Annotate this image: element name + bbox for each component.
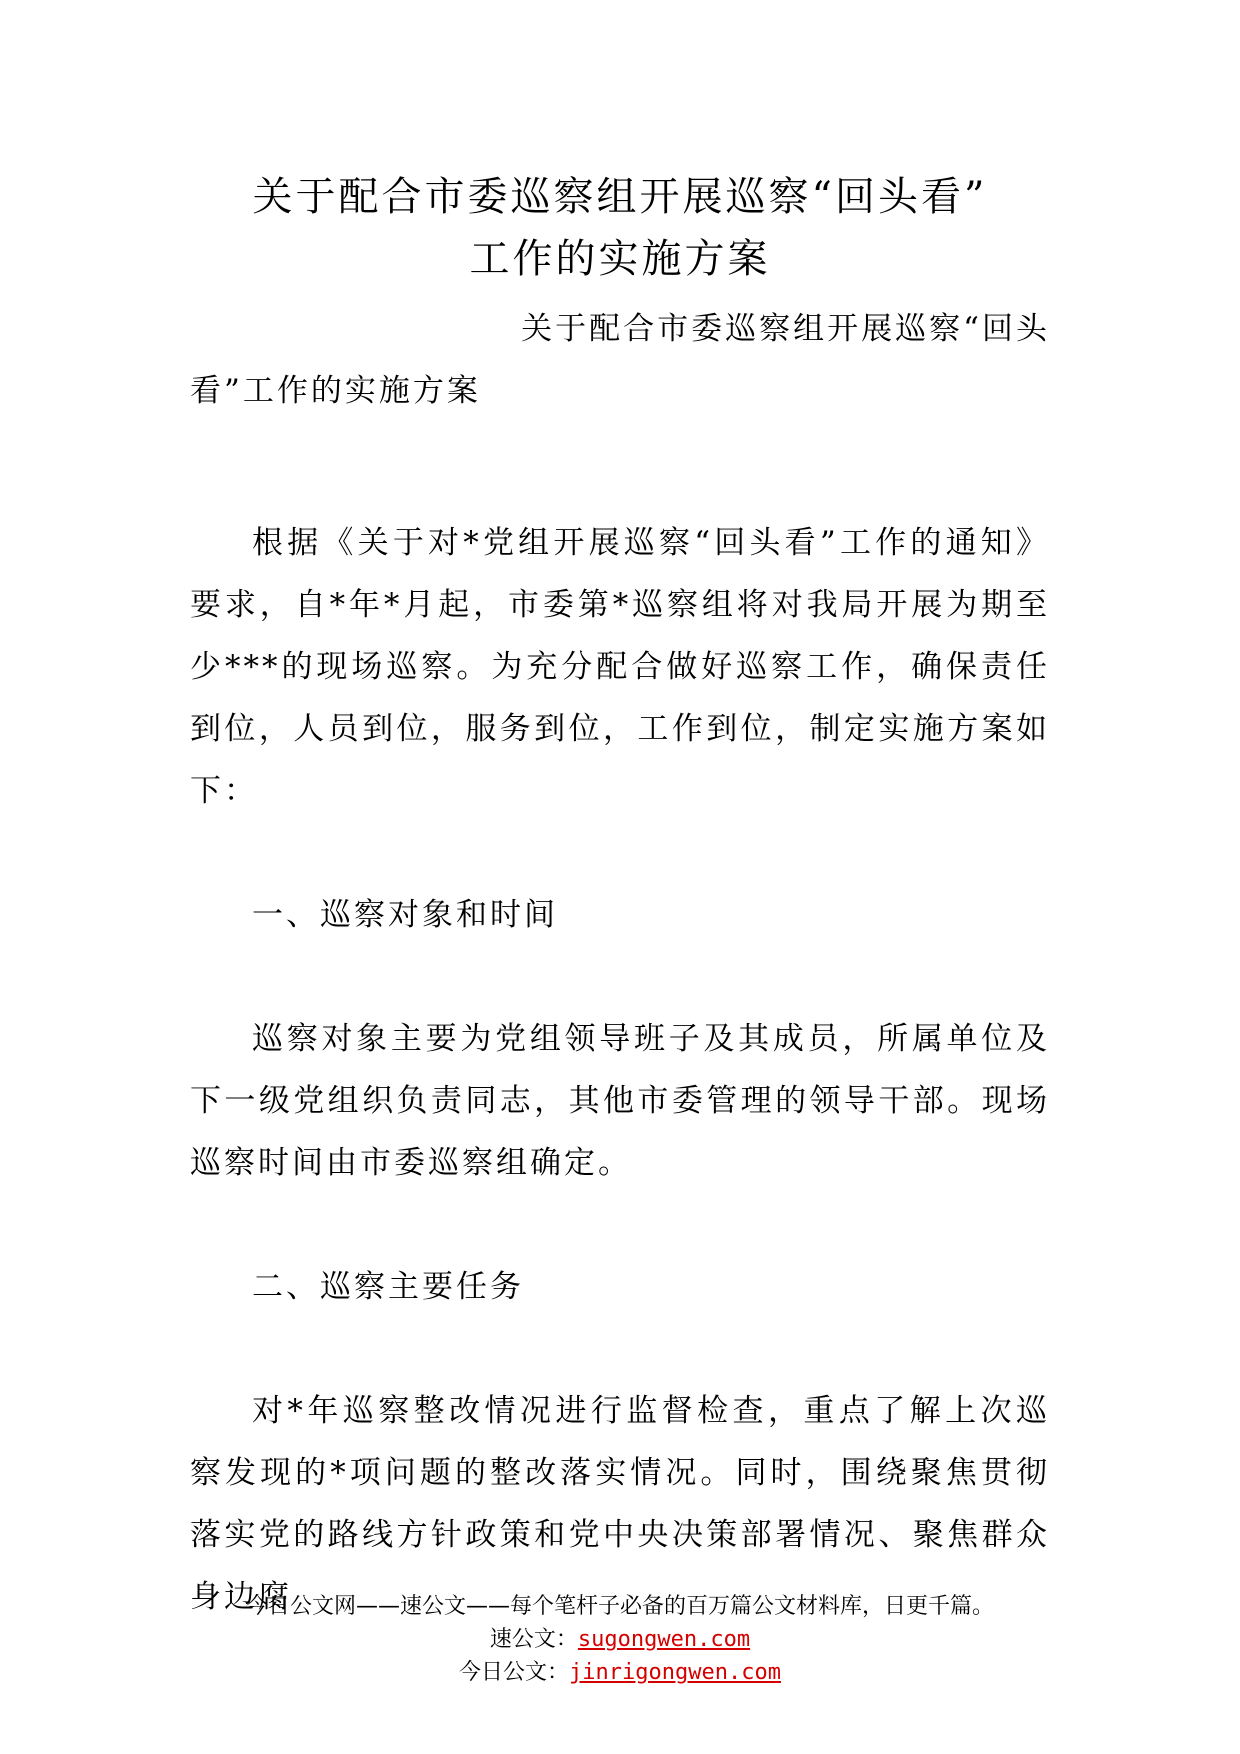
section-heading-2: 二、巡察主要任务: [252, 1269, 524, 1305]
paragraph-section-2: 对*年巡察整改情况进行监督检查，重点了解上次巡察发现的*项问题的整改落实情况。同时，围绕聚焦贯彻落实党的路线方针政策和党中央决策部署情况、聚焦群众身边腐: [190, 1393, 1050, 1615]
footer-jinrigongwen: [0, 1656, 1240, 1689]
paragraph-section-1: 巡察对象主要为党组领导班子及其成员，所属单位及下一级党组织负责同志，其他市委管理的领导干部。现场巡察时间由市委巡察组确定。: [190, 1021, 1050, 1181]
sugongwen-link[interactable]: sugongwen.com: [577, 1627, 751, 1652]
paragraph-intro: 根据《关于对*党组开展巡察“回头看”工作的通知》要求，自*年*月起，市委第*巡察组将对我局开展为期至少***的现场巡察。为充分配合做好巡察工作，确保责任到位，人员到位，服务到位，工作到位，制定实施方案如下：: [190, 525, 1050, 809]
title-line-1: 关于配合市委巡察组开展巡察“回头看”: [252, 174, 988, 220]
spacer: [190, 422, 1050, 512]
footer-sugongwen-label: 速公文：: [489, 1627, 578, 1652]
subtitle-line-2: 看”工作的实施方案: [190, 373, 481, 409]
footer-jinrigongwen-label: 今日公文：: [459, 1660, 570, 1685]
document-title: [190, 166, 1050, 290]
spacer: [190, 822, 1050, 884]
section-heading-1: 一、巡察对象和时间: [252, 897, 558, 933]
jinrigongwen-link[interactable]: jinrigongwen.com: [569, 1660, 781, 1685]
spacer: [190, 1318, 1050, 1380]
footer-tagline: 今日公文网——速公文——每个笔杆子必备的百万篇公文材料库，日更千篇。: [245, 1594, 994, 1619]
spacer: [190, 1194, 1050, 1256]
document-subtitle: [190, 298, 1050, 422]
document-body: [190, 140, 1050, 1628]
spacer: [190, 946, 1050, 1008]
title-line-2: 工作的实施方案: [469, 236, 771, 282]
footer-sugongwen: [0, 1623, 1240, 1656]
subtitle-line-1: 关于配合市委巡察组开展巡察“回头: [521, 311, 1050, 347]
page-footer: [0, 1590, 1240, 1689]
